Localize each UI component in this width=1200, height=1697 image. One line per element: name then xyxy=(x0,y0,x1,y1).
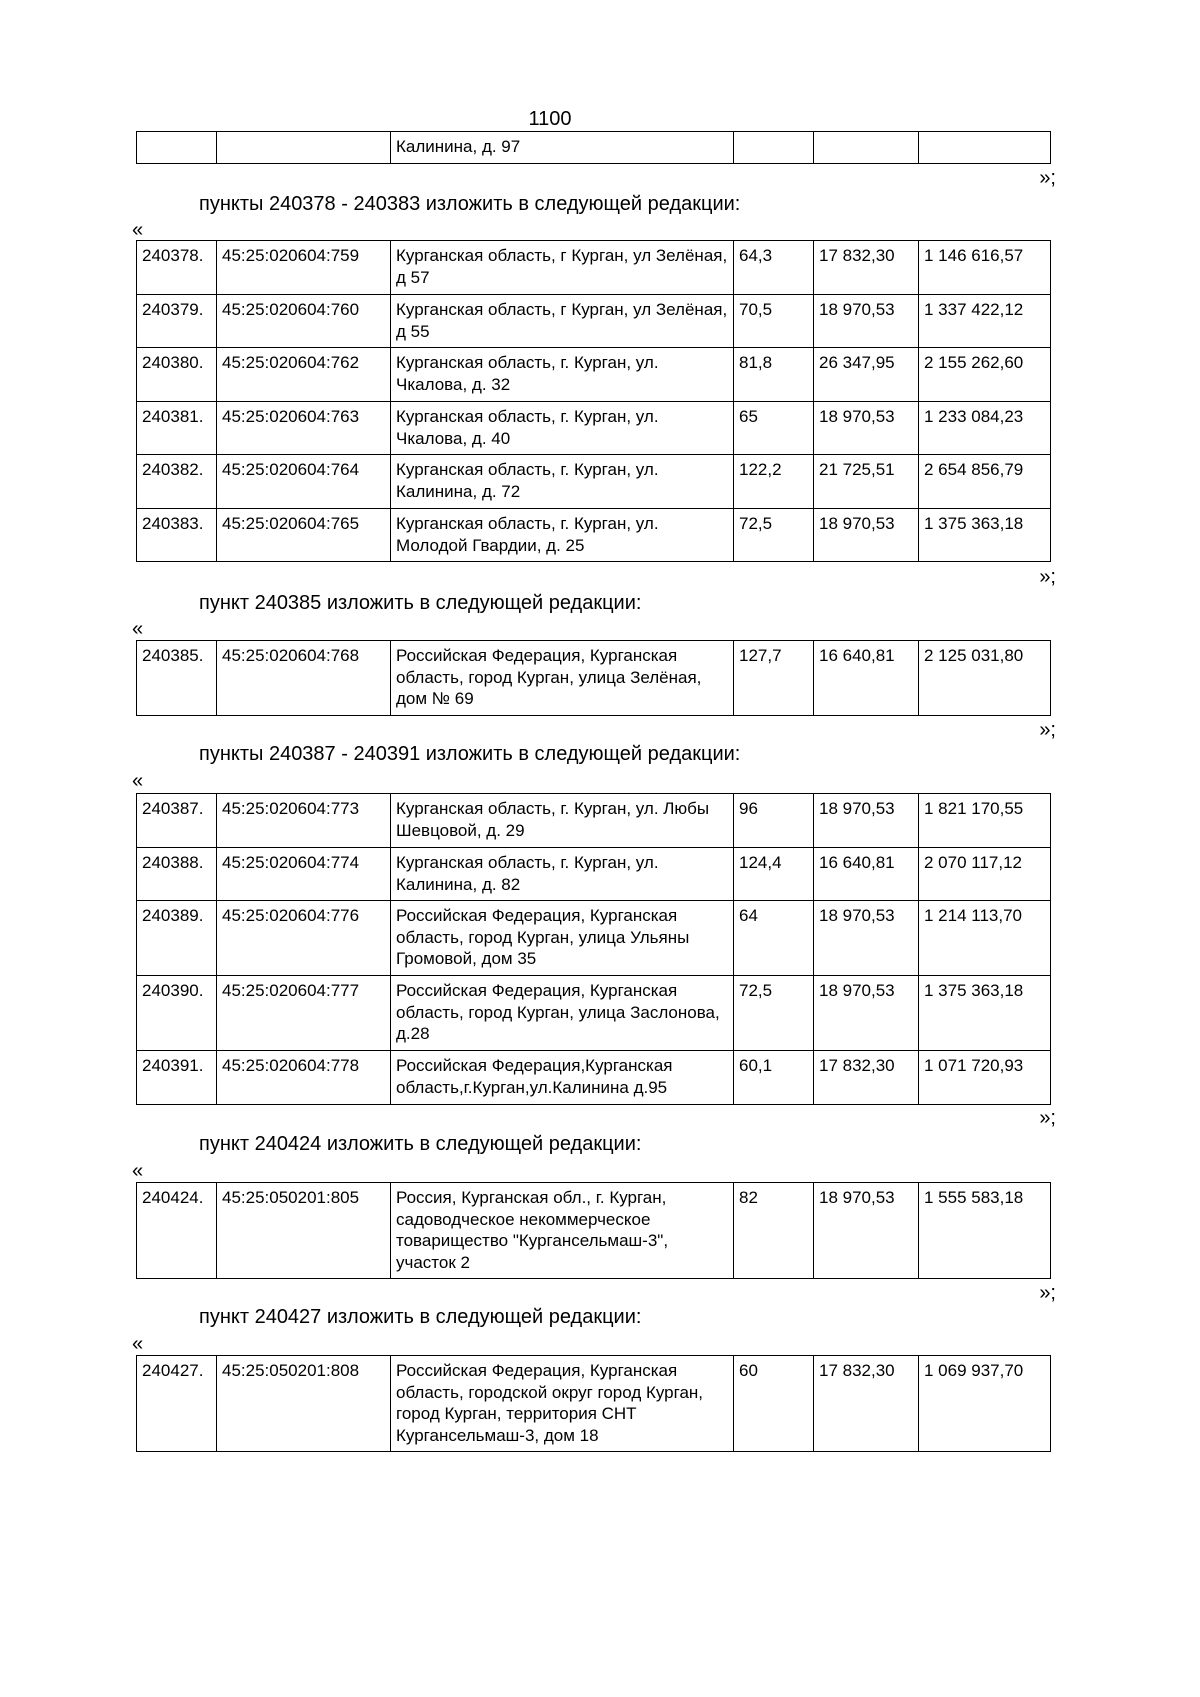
cell-number: 240381. xyxy=(137,402,217,455)
cell-number: 240389. xyxy=(137,901,217,976)
cell-area: 64 xyxy=(734,901,814,976)
cell-area: 60 xyxy=(734,1356,814,1452)
cell-area: 72,5 xyxy=(734,976,814,1051)
cell-area: 64,3 xyxy=(734,241,814,295)
cell-rate: 17 832,30 xyxy=(814,1051,919,1105)
closing-quote: »; xyxy=(1039,1282,1056,1304)
cell-cadastral: 45:25:020604:764 xyxy=(217,455,391,509)
cell-address: Российская Федерация, Курганская область, городской округ город Курган, город Курган, территория СНТ Кургансельмаш-3, дом 18 xyxy=(391,1356,734,1452)
table-row xyxy=(137,794,1051,848)
cell-value: 1 146 616,57 xyxy=(919,241,1051,295)
cell-number: 240378. xyxy=(137,241,217,295)
table-row xyxy=(137,241,1051,295)
table-block-4 xyxy=(136,1182,1051,1279)
cell-value: 1 375 363,18 xyxy=(919,976,1051,1051)
cell-number: 240427. xyxy=(137,1356,217,1452)
table-row xyxy=(137,848,1051,901)
closing-quote: »; xyxy=(1039,719,1056,741)
table-row xyxy=(137,1183,1051,1279)
instruction-text: пункты 240378 - 240383 изложить в следующей редакции: xyxy=(199,193,741,215)
table-row xyxy=(137,402,1051,455)
cell-number: 240383. xyxy=(137,509,217,562)
cell-address: Российская Федерация, Курганская область, город Курган, улица Ульяны Громовой, дом 35 xyxy=(391,901,734,976)
cell-cadastral: 45:25:020604:768 xyxy=(217,641,391,716)
cell-rate: 18 970,53 xyxy=(814,976,919,1051)
cell-value: 2 654 856,79 xyxy=(919,455,1051,509)
cell-address: Российская Федерация, Курганская область, город Курган, улица Зелёная, дом № 69 xyxy=(391,641,734,716)
cell-cadastral: 45:25:020604:778 xyxy=(217,1051,391,1105)
closing-quote: »; xyxy=(1039,167,1056,189)
cell-rate: 18 970,53 xyxy=(814,509,919,562)
page-number: 1100 xyxy=(528,108,572,130)
cell-value: 2 125 031,80 xyxy=(919,641,1051,716)
cell-rate: 18 970,53 xyxy=(814,402,919,455)
cell-number: 240382. xyxy=(137,455,217,509)
cell-address: Курганская область, г. Курган, ул. Калинина, д. 82 xyxy=(391,848,734,901)
cell-number: 240388. xyxy=(137,848,217,901)
cell-address: Россия, Курганская обл., г. Курган, садоводческое некоммерческое товарищество "Кургансельмаш-3", участок 2 xyxy=(391,1183,734,1279)
cell-value: 2 155 262,60 xyxy=(919,348,1051,402)
table-row xyxy=(137,295,1051,348)
cell-cadastral: 45:25:020604:759 xyxy=(217,241,391,295)
cell-cadastral: 45:25:020604:774 xyxy=(217,848,391,901)
opening-quote: « xyxy=(132,770,144,792)
cell-area: 70,5 xyxy=(734,295,814,348)
cell-area xyxy=(734,132,814,164)
cell-address: Курганская область, г. Курган, ул. Чкалова, д. 40 xyxy=(391,402,734,455)
cell-area: 82 xyxy=(734,1183,814,1279)
cell-value: 1 214 113,70 xyxy=(919,901,1051,976)
opening-quote: « xyxy=(132,219,144,241)
table-block-2 xyxy=(136,640,1051,716)
table-row xyxy=(137,976,1051,1051)
cell-cadastral: 45:25:050201:808 xyxy=(217,1356,391,1452)
closing-quote: »; xyxy=(1039,1107,1056,1129)
cell-address: Курганская область, г. Курган, ул. Любы Шевцовой, д. 29 xyxy=(391,794,734,848)
cell-address: Курганская область, г. Курган, ул. Калинина, д. 72 xyxy=(391,455,734,509)
cell-number: 240424. xyxy=(137,1183,217,1279)
instruction-text: пункт 240385 изложить в следующей редакции: xyxy=(199,592,642,614)
opening-quote: « xyxy=(132,618,144,640)
cell-value: 1 821 170,55 xyxy=(919,794,1051,848)
table-row xyxy=(137,1051,1051,1105)
cell-value: 1 071 720,93 xyxy=(919,1051,1051,1105)
cell-rate: 26 347,95 xyxy=(814,348,919,402)
cell-address: Российская Федерация, Курганская область, город Курган, улица Заслонова, д.28 xyxy=(391,976,734,1051)
cell-cadastral: 45:25:020604:762 xyxy=(217,348,391,402)
table-row xyxy=(137,348,1051,402)
cell-cadastral: 45:25:020604:760 xyxy=(217,295,391,348)
cell-area: 81,8 xyxy=(734,348,814,402)
cell-address: Курганская область, г Курган, ул Зелёная, д 57 xyxy=(391,241,734,295)
cell-value: 1 337 422,12 xyxy=(919,295,1051,348)
cell-area: 60,1 xyxy=(734,1051,814,1105)
cell-number: 240380. xyxy=(137,348,217,402)
cell-number: 240379. xyxy=(137,295,217,348)
table-continuation xyxy=(136,131,1051,164)
cell-rate: 17 832,30 xyxy=(814,241,919,295)
cell-address: Российская Федерация,Курганская область,г.Курган,ул.Калинина д.95 xyxy=(391,1051,734,1105)
cell-address: Калинина, д. 97 xyxy=(391,132,734,164)
cell-cadastral: 45:25:020604:763 xyxy=(217,402,391,455)
cell-area: 96 xyxy=(734,794,814,848)
cell-cadastral: 45:25:050201:805 xyxy=(217,1183,391,1279)
cell-number: 240387. xyxy=(137,794,217,848)
cell-value: 1 555 583,18 xyxy=(919,1183,1051,1279)
instruction-text: пункт 240427 изложить в следующей редакции: xyxy=(199,1306,642,1328)
cell-cadastral: 45:25:020604:773 xyxy=(217,794,391,848)
cell-rate: 21 725,51 xyxy=(814,455,919,509)
instruction-text: пункты 240387 - 240391 изложить в следующей редакции: xyxy=(199,743,741,765)
table-block-3 xyxy=(136,793,1051,1105)
cell-rate: 18 970,53 xyxy=(814,901,919,976)
opening-quote: « xyxy=(132,1160,144,1182)
cell-value: 1 069 937,70 xyxy=(919,1356,1051,1452)
cell-rate: 17 832,30 xyxy=(814,1356,919,1452)
cell-cadastral: 45:25:020604:777 xyxy=(217,976,391,1051)
cell-rate: 16 640,81 xyxy=(814,641,919,716)
cell-address: Курганская область, г Курган, ул Зелёная, д 55 xyxy=(391,295,734,348)
cell-number: 240390. xyxy=(137,976,217,1051)
table-block-1 xyxy=(136,240,1051,562)
cell-number: 240385. xyxy=(137,641,217,716)
cell-value: 2 070 117,12 xyxy=(919,848,1051,901)
cell-rate: 18 970,53 xyxy=(814,794,919,848)
cell-area: 127,7 xyxy=(734,641,814,716)
cell-number xyxy=(137,132,217,164)
cell-area: 65 xyxy=(734,402,814,455)
cell-rate xyxy=(814,132,919,164)
cell-rate: 16 640,81 xyxy=(814,848,919,901)
instruction-text: пункт 240424 изложить в следующей редакции: xyxy=(199,1133,642,1155)
table-row xyxy=(137,1356,1051,1452)
cell-area: 122,2 xyxy=(734,455,814,509)
opening-quote: « xyxy=(132,1333,144,1355)
table-row xyxy=(137,132,1051,164)
closing-quote: »; xyxy=(1039,566,1056,588)
table-block-5 xyxy=(136,1355,1051,1452)
cell-value: 1 233 084,23 xyxy=(919,402,1051,455)
cell-value xyxy=(919,132,1051,164)
cell-rate: 18 970,53 xyxy=(814,295,919,348)
cell-area: 72,5 xyxy=(734,509,814,562)
cell-cadastral xyxy=(217,132,391,164)
table-row xyxy=(137,901,1051,976)
cell-value: 1 375 363,18 xyxy=(919,509,1051,562)
cell-rate: 18 970,53 xyxy=(814,1183,919,1279)
table-row xyxy=(137,509,1051,562)
cell-area: 124,4 xyxy=(734,848,814,901)
cell-number: 240391. xyxy=(137,1051,217,1105)
cell-address: Курганская область, г. Курган, ул. Чкалова, д. 32 xyxy=(391,348,734,402)
table-row xyxy=(137,641,1051,716)
cell-cadastral: 45:25:020604:765 xyxy=(217,509,391,562)
table-row xyxy=(137,455,1051,509)
cell-address: Курганская область, г. Курган, ул. Молодой Гвардии, д. 25 xyxy=(391,509,734,562)
cell-cadastral: 45:25:020604:776 xyxy=(217,901,391,976)
